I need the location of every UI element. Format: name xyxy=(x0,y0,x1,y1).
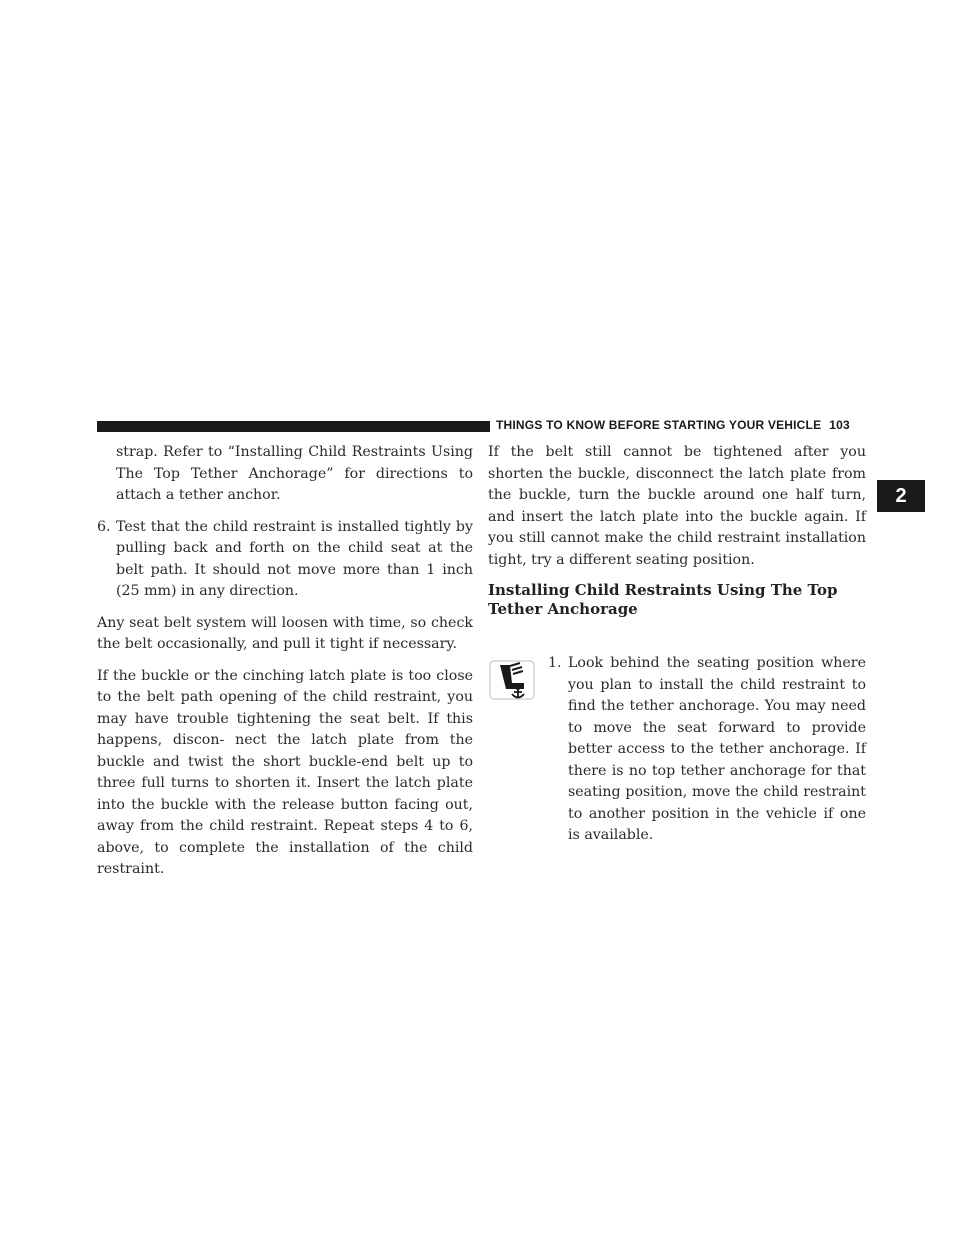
continuation-text: strap. Refer to “Installing Child Restraints Using The Top Tether Anchorage” for directions to attach a tether anchor. xyxy=(116,444,473,503)
page-number: 103 xyxy=(829,418,850,432)
list-item-step-1 xyxy=(548,653,866,847)
step-text: Test that the child restraint is installed tightly by pulling back and forth on the child seat at the belt path. It should not move more than 1 inch (25 mm) in any direction. xyxy=(116,518,473,599)
step-number: 1. xyxy=(548,655,562,671)
paragraph-loosen: Any seat belt system will loosen with time, so check the belt occasionally, and pull it tight if necessary. xyxy=(97,614,473,652)
header-title: THINGS TO KNOW BEFORE STARTING YOUR VEHICLE xyxy=(496,418,822,432)
paragraph-buckle: If the buckle or the cinching latch plate is too close to the belt path opening of the child restraint, you may have trouble tightening the seat belt. If this happens, discon- nect the latch plate from the buckle and twist the short buckle-end belt up to three full turns to shorten it. Insert the latch plate into the buckle with the release button facing out, away from the child restraint. Repeat steps 4 to 6, above, to complete the installation of the child restraint. xyxy=(97,667,473,877)
tether-anchor-icon xyxy=(488,657,548,705)
right-column xyxy=(488,442,866,847)
list-item-step-6 xyxy=(97,517,473,603)
left-column xyxy=(97,442,473,891)
step-1-row xyxy=(488,653,866,847)
step-text: Look behind the seating position where you plan to install the child restraint to find the tether anchorage. You may need to move the seat forward to provide better access to the tether anchorage. If there is no top tether anchorage for that seating position, move the child restraint to another position in the vehicle if one is available. xyxy=(568,655,866,843)
chapter-tab: 2 xyxy=(877,480,925,512)
section-heading: Installing Child Restraints Using The Top Tether Anchorage xyxy=(488,581,838,618)
paragraph-tighten: If the belt still cannot be tightened after you shorten the buckle, disconnect the latch plate from the buckle, turn the buckle around one half turn, and insert the latch plate into the buckle again. If you still cannot make the child restraint installation tight, try a different seating position. xyxy=(488,444,866,568)
header-rule xyxy=(97,421,490,432)
running-header xyxy=(496,418,866,432)
step-number: 6. xyxy=(97,518,111,535)
